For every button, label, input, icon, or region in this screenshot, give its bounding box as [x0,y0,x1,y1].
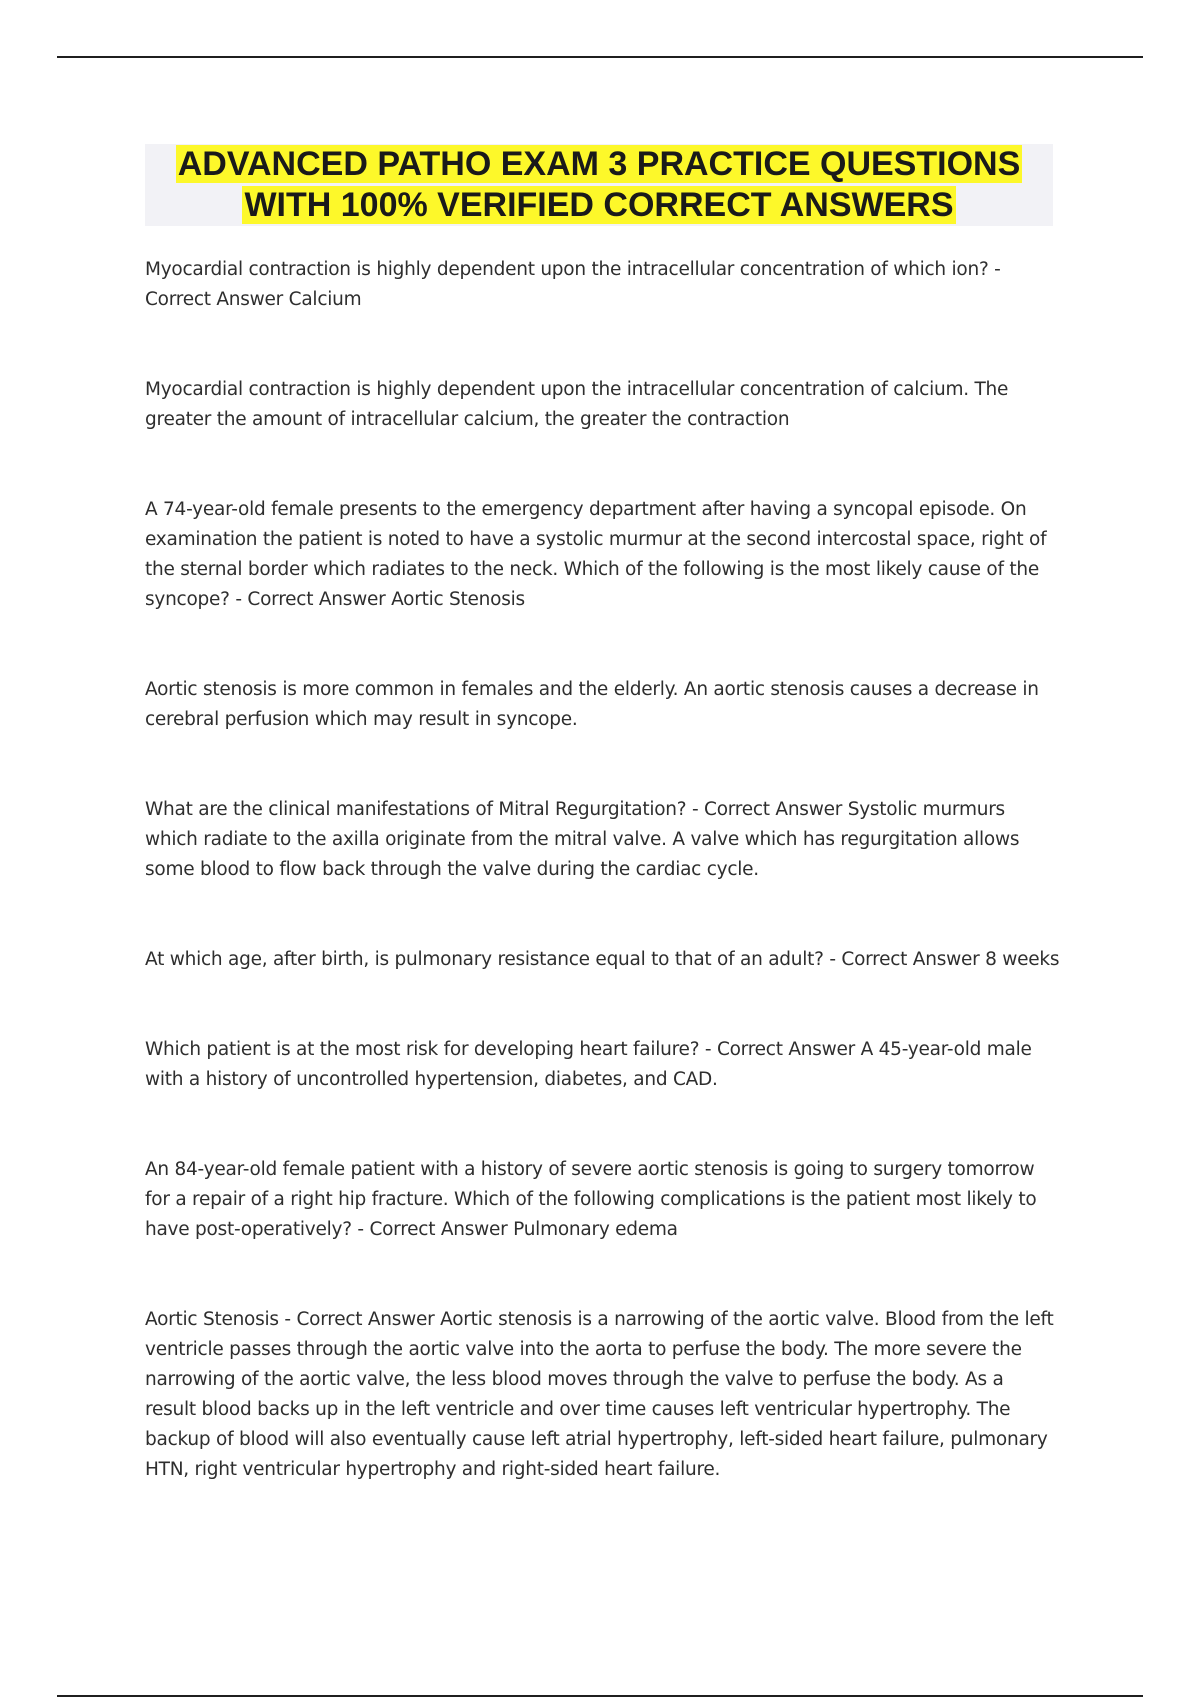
title-background [145,144,1053,226]
title-line-1-text: ADVANCED PATHO EXAM 3 PRACTICE QUESTIONS [177,145,1021,183]
entry-mitral-regurgitation: What are the clinical manifestations of Mitral Regurgitation? - Correct Answer Systolic murmurs which radiate to the axilla originate from the mitral valve. A valve which has regurgitation allows some blood to flow back through the valve during the cardiac cycle. [145,799,1020,880]
entry-aortic-stenosis-rationale: Aortic stenosis is more common in females and the elderly. An aortic stenosis causes a decrease in cerebral perfusion which may result in syncope. [145,679,1039,730]
bottom-divider [57,1695,1143,1697]
entry-syncope-question: A 74-year-old female presents to the emergency department after having a syncopal episode. On examination the patient is noted to have a systolic murmur at the second intercostal space, right of the sternal border which radiates to the neck. Which of the following is the most likely cause of the syncope? - Correct Answer Aortic Stenosis [145,499,1047,610]
document-title [145,144,1053,226]
title-line-2 [145,185,1053,226]
document-body [145,255,1060,1545]
entry-pulmonary-resistance: At which age, after birth, is pulmonary resistance equal to that of an adult? - Correct Answer 8 weeks [145,949,1060,970]
entry-heart-failure-risk: Which patient is at the most risk for developing heart failure? - Correct Answer A 45-year-old male with a history of uncontrolled hypertension, diabetes, and CAD. [145,1039,1032,1090]
top-divider [57,56,1143,58]
entry-aortic-stenosis-definition: Aortic Stenosis - Correct Answer Aortic stenosis is a narrowing of the aortic valve. Blood from the left ventricle passes through the aortic valve into the aorta to perfuse the body. The more severe the narrowing of the aortic valve, the less blood moves through the valve to perfuse the body. As a result blood backs up in the left ventricle and over time causes left ventricular hypertrophy. The backup of blood will also eventually cause left atrial hypertrophy, left-sided heart failure, pulmonary HTN, right ventricular hypertrophy and right-sided heart failure. [145,1309,1054,1480]
title-line-2-text: WITH 100% VERIFIED CORRECT ANSWERS [244,186,954,224]
entry-calcium-question: Myocardial contraction is highly dependent upon the intracellular concentration of which ion? - Correct Answer Calcium [145,259,1001,310]
entry-calcium-rationale: Myocardial contraction is highly dependent upon the intracellular concentration of calcium. The greater the amount of intracellular calcium, the greater the contraction [145,379,1009,430]
entry-post-op-complication: An 84-year-old female patient with a history of severe aortic stenosis is going to surgery tomorrow for a repair of a right hip fracture. Which of the following complications is the patient most likely to have post-operatively? - Correct Answer Pulmonary edema [145,1159,1037,1240]
title-line-1 [145,144,1053,185]
